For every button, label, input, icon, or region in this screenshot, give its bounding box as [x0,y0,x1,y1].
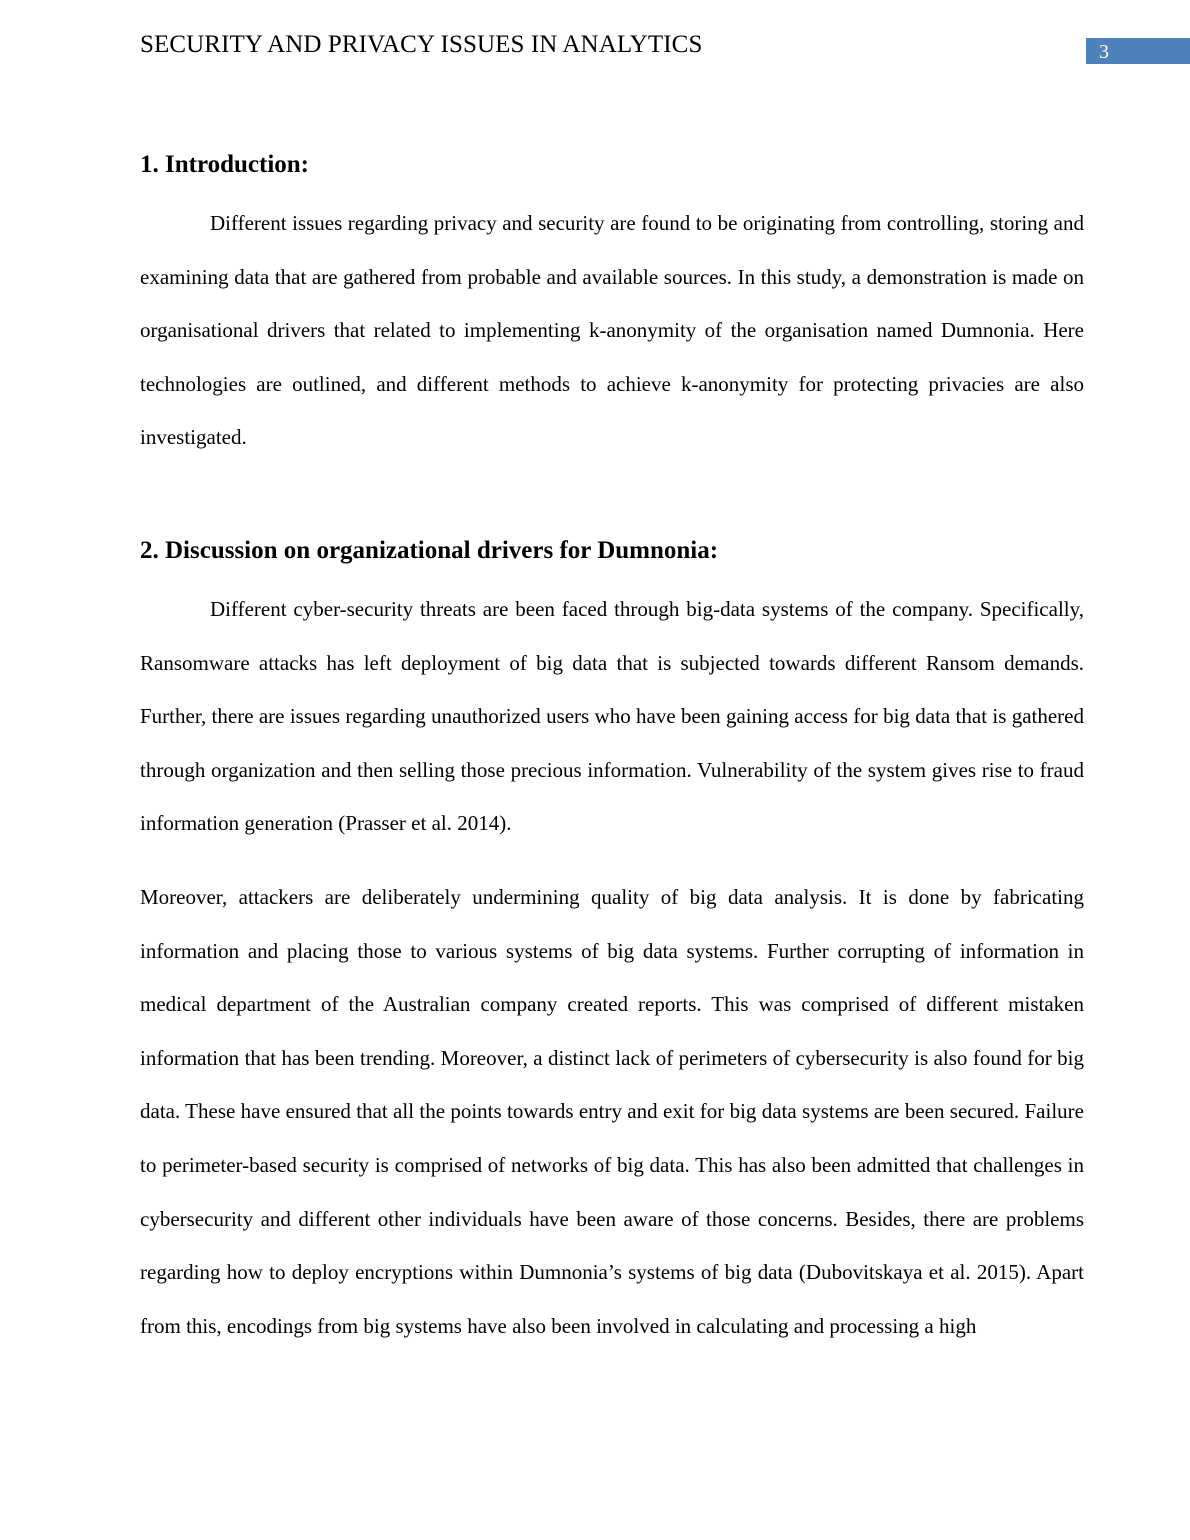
page-number-badge [1086,38,1190,64]
page-number: 3 [1099,41,1109,63]
document-body [140,145,1084,1353]
paragraph-discussion-1: Different cyber-security threats are been faced through big-data systems of the company. Specifically, Ransomware attacks has left deployment of big data that is subjected towards different Ransom demands. Further, there are issues regarding unauthorized users who have been gaining access for big data that is gathered through organization and then selling those precious information. Vulnerability of the system gives rise to fraud information generation (Prasser et al. 2014). [140,596,1084,836]
running-head: SECURITY AND PRIVACY ISSUES IN ANALYTICS [140,31,703,58]
paragraph-discussion-2: Moreover, attackers are deliberately undermining quality of big data analysis. It is done by fabricating information and placing those to various systems of big data systems. Further corrupting of information in medical department of the Australian company created reports. This was comprised of different mistaken information that has been trending. Moreover, a distinct lack of perimeters of cybersecurity is also found for big data. These have ensured that all the points towards entry and exit for big data systems are been secured. Failure to perimeter-based security is comprised of networks of big data. This has also been admitted that challenges in cybersecurity and different other individuals have been aware of those concerns. Besides, there are problems regarding how to deploy encryptions within Dumnonia’s systems of big data (Dubovitskaya et al. 2015). Apart from this, encodings from big systems have also been involved in calculating and processing a high [140,884,1084,1338]
paragraph-introduction: Different issues regarding privacy and security are found to be originating from controlling, storing and examining data that are gathered from probable and available sources. In this study, a demonstration is made on organisational drivers that related to implementing k-anonymity of the organisation named Dumnonia. Here technologies are outlined, and different methods to achieve k-anonymity for protecting privacies are also investigated. [140,211,1084,450]
section-heading-introduction: 1. Introduction: [140,151,310,178]
section-heading-discussion: 2. Discussion on organizational drivers for Dumnonia: [140,536,719,564]
